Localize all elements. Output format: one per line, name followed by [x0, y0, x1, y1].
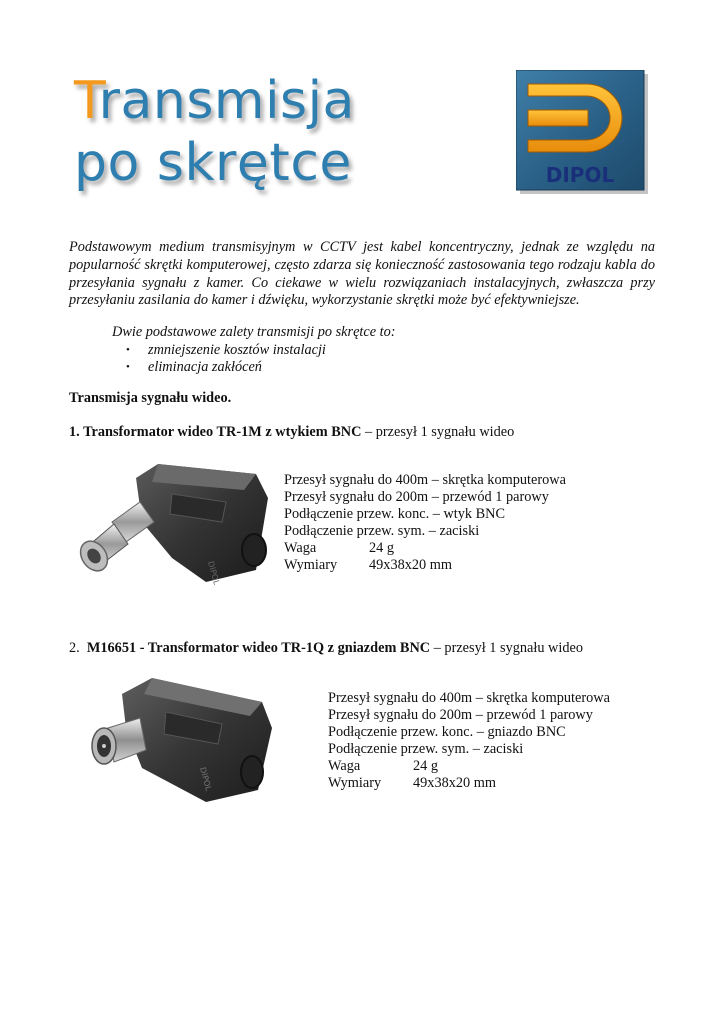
section-heading: Transmisja sygnału wideo.: [69, 390, 232, 406]
spec-value: 24 g: [413, 758, 439, 774]
logo-text: DIPOL: [545, 163, 615, 187]
title-line-1-rest: ransmisja: [98, 71, 355, 131]
spec-value: 49x38x20 mm: [369, 557, 453, 573]
title-line-1: [74, 70, 355, 132]
product-1-number: 1.: [69, 424, 80, 440]
product-2-heading: [69, 640, 583, 657]
spec-label: Waga: [328, 758, 361, 774]
product-1-image: [76, 458, 272, 586]
title-first-letter: T: [74, 71, 99, 131]
spec-dims-row: [284, 557, 566, 574]
spec-line: Przesył sygnału do 200m – przewód 1 parowy: [328, 707, 593, 723]
spec-line: Podłączenie przew. konc. – wtyk BNC: [284, 506, 506, 522]
product-2-specs: [328, 690, 610, 792]
spec-line: Przesył sygnału do 200m – przewód 1 parowy: [284, 489, 549, 505]
spec-line: Przesył sygnału do 400m – skrętka komputerowa: [284, 472, 566, 488]
list-item: • eliminacja zakłóceń: [126, 359, 396, 377]
product-2-name: M16651 - Transformator wideo TR-1Q z gniazdem BNC: [86, 640, 431, 656]
product-2-number: 2.: [69, 640, 80, 656]
intro-paragraph: Podstawowym medium transmisyjnym w CCTV jest kabel koncentryczny, jednak ze względu na popularność skrętki komputerowej, często zdarza się konieczność zastosowania tego rodzaju kabla do przesyłania sygnału z kamer. Co ciekawe w wielu rozwiązaniach instalacyjnych, zwłaszcza przy przesyłaniu zasilania do kamer i dźwięku, wykorzystanie skrętki może być efektywniejsze.: [69, 239, 655, 309]
spec-line: Podłączenie przew. konc. – gniazdo BNC: [328, 724, 566, 740]
product-1-name: Transformator wideo TR-1M z wtykiem BNC: [83, 424, 362, 440]
spec-label: Wymiary: [328, 775, 382, 791]
spec-line: Podłączenie przew. sym. – zaciski: [284, 523, 480, 539]
spec-label: Wymiary: [284, 557, 338, 573]
svg-text:DIPOL: DIPOL: [198, 766, 214, 792]
product-1-suffix: – przesył 1 sygnału wideo: [361, 424, 515, 440]
spec-label: Waga: [284, 540, 317, 556]
svg-text:DIPOL: DIPOL: [206, 560, 222, 586]
product-1-specs: [284, 472, 566, 574]
product-1-heading: [69, 424, 514, 441]
spec-dims-row: [328, 775, 610, 792]
product-2-image: [82, 672, 278, 806]
spec-weight-row: [328, 758, 610, 775]
spec-line: Przesył sygnału do 400m – skrętka komputerowa: [328, 690, 610, 706]
spec-value: 49x38x20 mm: [413, 775, 497, 791]
spec-line: Podłączenie przew. sym. – zaciski: [328, 741, 524, 757]
spec-weight-row: [284, 540, 566, 557]
advantages-block: [112, 324, 396, 377]
product-2-suffix: – przesył 1 sygnału wideo: [430, 640, 583, 656]
advantages-list: [112, 342, 396, 377]
title-line-2: po skrętce: [74, 133, 352, 193]
spec-value: 24 g: [369, 540, 395, 556]
advantages-lead: Dwie podstawowe zalety transmisji po skrętce to:: [112, 324, 396, 340]
list-item: • zmniejszenie kosztów instalacji: [126, 342, 396, 360]
page-title: [74, 70, 355, 194]
dipol-logo: [516, 70, 648, 194]
